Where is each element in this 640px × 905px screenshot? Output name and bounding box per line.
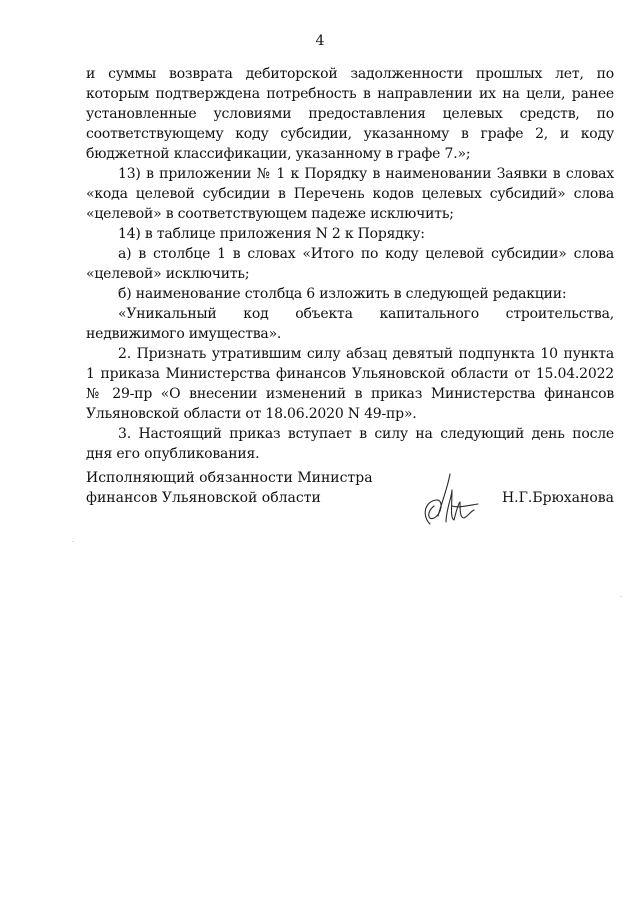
handwritten-signature-icon bbox=[416, 466, 486, 536]
document-body bbox=[86, 64, 614, 464]
paragraph-subitem-b: б) наименование столбца 6 изложить в следующей редакции: bbox=[118, 286, 567, 302]
paragraph-clause-3: 3. Настоящий приказ вступает в силу на следующий день после дня его опубликования. bbox=[86, 426, 614, 462]
paragraph-new-wording: «Уникальный код объекта капитального строительства, недвижимого имущества». bbox=[86, 306, 614, 342]
signer-name: Н.Г.Брюханова bbox=[501, 490, 614, 506]
page-number: 4 bbox=[315, 33, 325, 49]
paragraph-item-13: 13) в приложении № 1 к Порядку в наименовании Заявки в словах «кода целевой субсидии в Перечень кодов целевых субсидий» слова «целевой» в соответствующем падеже исключить; bbox=[86, 166, 614, 222]
signer-title bbox=[86, 468, 386, 508]
scan-speck bbox=[72, 541, 74, 542]
paragraph-clause-2: 2. Признать утратившим силу абзац девятый подпункта 10 пункта 1 приказа Министерства финансов Ульяновской области от 15.04.2022 № 29-пр «О внесении изменений в приказ Министерства финансов Ульяновской области от 18.06.2020 N 49-пр». bbox=[86, 346, 614, 422]
paragraph-subitem-a: а) в столбце 1 в словах «Итого по коду целевой субсидии» слова «целевой» исключить; bbox=[86, 246, 614, 282]
scan-speck bbox=[620, 596, 622, 597]
signature-block bbox=[86, 468, 614, 548]
paragraph-continuation: и суммы возврата дебиторской задолженности прошлых лет, по которым подтверждена потребность в направлении их на цели, ранее установленные условиями предоставления целевых средств, по соответствующему коду субсидии, указанному в графе 2, и коду бюджетной классификации, указанному в графе 7.»; bbox=[86, 66, 614, 162]
signer-title-line-1: Исполняющий обязанности Министра bbox=[86, 470, 373, 486]
signer-title-line-2: финансов Ульяновской области bbox=[86, 490, 321, 506]
paragraph-item-14: 14) в таблице приложения N 2 к Порядку: bbox=[118, 226, 425, 242]
